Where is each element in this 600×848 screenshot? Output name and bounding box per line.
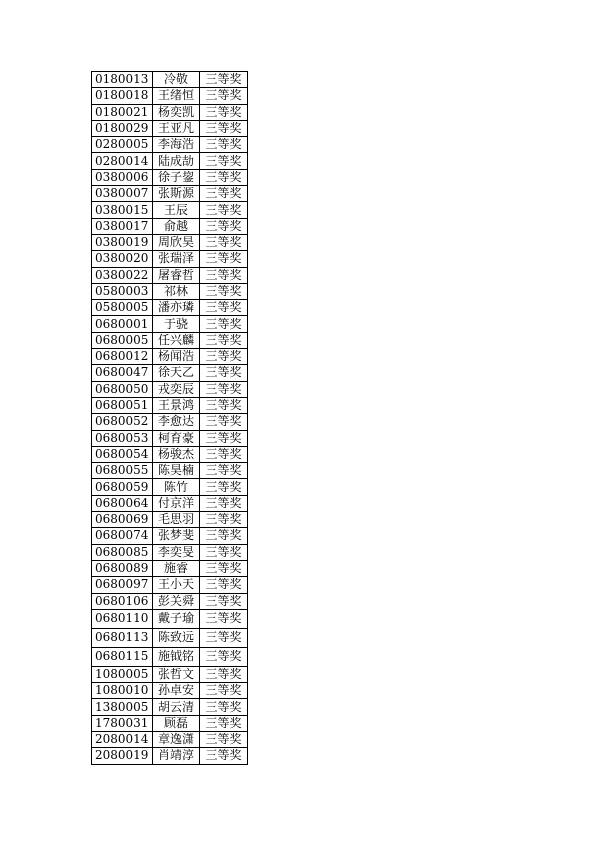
award-level-cell: 三等奖	[200, 72, 248, 88]
award-level-cell: 三等奖	[200, 381, 248, 397]
student-name-cell: 施钺铭	[153, 647, 200, 666]
student-name-cell: 柯育豪	[153, 430, 200, 446]
award-level-cell: 三等奖	[200, 715, 248, 731]
award-level-cell: 三等奖	[200, 397, 248, 413]
award-level-cell: 三等奖	[200, 234, 248, 250]
table-row	[92, 463, 248, 479]
student-name-cell: 祁林	[153, 283, 200, 299]
table-row	[92, 267, 248, 283]
table-row	[92, 647, 248, 666]
award-level-cell: 三等奖	[200, 218, 248, 234]
award-level-cell: 三等奖	[200, 104, 248, 120]
student-id-cell: 0180029	[92, 120, 153, 136]
student-id-cell: 0380020	[92, 251, 153, 267]
student-id-cell: 0580005	[92, 300, 153, 316]
student-id-cell: 1080010	[92, 683, 153, 699]
student-id-cell: 0680047	[92, 365, 153, 381]
award-level-cell: 三等奖	[200, 731, 248, 747]
student-id-cell: 0280005	[92, 137, 153, 153]
award-level-cell: 三等奖	[200, 300, 248, 316]
award-level-cell: 三等奖	[200, 544, 248, 560]
table-row	[92, 300, 248, 316]
award-level-cell: 三等奖	[200, 495, 248, 511]
student-name-cell: 俞越	[153, 218, 200, 234]
student-name-cell: 徐天乙	[153, 365, 200, 381]
student-id-cell: 0680069	[92, 512, 153, 528]
student-name-cell: 陆成劼	[153, 153, 200, 169]
award-table-body	[92, 72, 248, 765]
student-name-cell: 王辰	[153, 202, 200, 218]
award-level-cell: 三等奖	[200, 528, 248, 544]
table-row	[92, 748, 248, 764]
table-row	[92, 683, 248, 699]
table-row	[92, 699, 248, 715]
student-id-cell: 0180018	[92, 88, 153, 104]
student-id-cell: 0180013	[92, 72, 153, 88]
award-level-cell: 三等奖	[200, 463, 248, 479]
student-name-cell: 章逸潇	[153, 731, 200, 747]
student-name-cell: 陈竹	[153, 479, 200, 495]
student-id-cell: 0280014	[92, 153, 153, 169]
table-row	[92, 609, 248, 628]
student-id-cell: 0680064	[92, 495, 153, 511]
student-id-cell: 2080014	[92, 731, 153, 747]
student-id-cell: 0380015	[92, 202, 153, 218]
student-id-cell: 0680097	[92, 577, 153, 593]
student-name-cell: 顾磊	[153, 715, 200, 731]
student-name-cell: 付京洋	[153, 495, 200, 511]
student-name-cell: 李奕旻	[153, 544, 200, 560]
table-row	[92, 560, 248, 576]
student-name-cell: 张瑞泽	[153, 251, 200, 267]
table-row	[92, 283, 248, 299]
student-name-cell: 李海浩	[153, 137, 200, 153]
award-level-cell: 三等奖	[200, 186, 248, 202]
award-level-cell: 三等奖	[200, 479, 248, 495]
award-level-cell: 三等奖	[200, 593, 248, 609]
student-id-cell: 0680055	[92, 463, 153, 479]
student-name-cell: 张斯源	[153, 186, 200, 202]
table-row	[92, 218, 248, 234]
award-level-cell: 三等奖	[200, 430, 248, 446]
student-id-cell: 0680053	[92, 430, 153, 446]
student-id-cell: 1780031	[92, 715, 153, 731]
student-id-cell: 0380022	[92, 267, 153, 283]
student-name-cell: 肖靖淳	[153, 748, 200, 764]
table-row	[92, 577, 248, 593]
student-id-cell: 0680054	[92, 446, 153, 462]
award-level-cell: 三等奖	[200, 88, 248, 104]
table-row	[92, 731, 248, 747]
student-name-cell: 王亚凡	[153, 120, 200, 136]
student-name-cell: 徐子鋆	[153, 169, 200, 185]
student-name-cell: 施睿	[153, 560, 200, 576]
table-row	[92, 593, 248, 609]
student-name-cell: 周欣昊	[153, 234, 200, 250]
student-name-cell: 屠睿哲	[153, 267, 200, 283]
table-row	[92, 528, 248, 544]
award-table	[91, 71, 248, 765]
table-row	[92, 88, 248, 104]
table-row	[92, 544, 248, 560]
award-level-cell: 三等奖	[200, 683, 248, 699]
award-level-cell: 三等奖	[200, 349, 248, 365]
student-id-cell: 0680051	[92, 397, 153, 413]
table-row	[92, 332, 248, 348]
student-name-cell: 孙卓安	[153, 683, 200, 699]
student-id-cell: 0680110	[92, 609, 153, 628]
student-name-cell: 冷敬	[153, 72, 200, 88]
award-level-cell: 三等奖	[200, 137, 248, 153]
student-id-cell: 0680106	[92, 593, 153, 609]
table-row	[92, 495, 248, 511]
award-level-cell: 三等奖	[200, 577, 248, 593]
student-name-cell: 王景鸿	[153, 397, 200, 413]
award-level-cell: 三等奖	[200, 699, 248, 715]
student-id-cell: 1080005	[92, 666, 153, 682]
student-id-cell: 0680085	[92, 544, 153, 560]
student-name-cell: 潘亦璘	[153, 300, 200, 316]
award-level-cell: 三等奖	[200, 414, 248, 430]
student-id-cell: 0680115	[92, 647, 153, 666]
table-row	[92, 72, 248, 88]
table-row	[92, 137, 248, 153]
student-name-cell: 杨奕凯	[153, 104, 200, 120]
student-id-cell: 0680005	[92, 332, 153, 348]
table-row	[92, 153, 248, 169]
table-row	[92, 446, 248, 462]
student-name-cell: 陈昊楠	[153, 463, 200, 479]
student-name-cell: 王绪恒	[153, 88, 200, 104]
student-id-cell: 0680050	[92, 381, 153, 397]
student-id-cell: 0680074	[92, 528, 153, 544]
table-row	[92, 202, 248, 218]
table-row	[92, 365, 248, 381]
award-level-cell: 三等奖	[200, 251, 248, 267]
award-level-cell: 三等奖	[200, 332, 248, 348]
table-row	[92, 234, 248, 250]
award-level-cell: 三等奖	[200, 283, 248, 299]
student-id-cell: 0680059	[92, 479, 153, 495]
student-id-cell: 2080019	[92, 748, 153, 764]
student-id-cell: 0680012	[92, 349, 153, 365]
award-level-cell: 三等奖	[200, 316, 248, 332]
student-name-cell: 任兴麟	[153, 332, 200, 348]
student-id-cell: 0380007	[92, 186, 153, 202]
table-row	[92, 479, 248, 495]
student-id-cell: 0680113	[92, 628, 153, 647]
student-id-cell: 0580003	[92, 283, 153, 299]
student-name-cell: 张哲文	[153, 666, 200, 682]
table-row	[92, 120, 248, 136]
student-name-cell: 于骁	[153, 316, 200, 332]
table-row	[92, 186, 248, 202]
award-level-cell: 三等奖	[200, 609, 248, 628]
student-name-cell: 张梦斐	[153, 528, 200, 544]
student-id-cell: 1380005	[92, 699, 153, 715]
student-name-cell: 毛思羽	[153, 512, 200, 528]
award-level-cell: 三等奖	[200, 560, 248, 576]
table-row	[92, 381, 248, 397]
student-name-cell: 王小天	[153, 577, 200, 593]
award-level-cell: 三等奖	[200, 666, 248, 682]
student-id-cell: 0680089	[92, 560, 153, 576]
table-row	[92, 512, 248, 528]
student-id-cell: 0380017	[92, 218, 153, 234]
table-row	[92, 628, 248, 647]
award-level-cell: 三等奖	[200, 365, 248, 381]
award-level-cell: 三等奖	[200, 512, 248, 528]
table-row	[92, 349, 248, 365]
student-name-cell: 杨闻浩	[153, 349, 200, 365]
table-row	[92, 397, 248, 413]
student-id-cell: 0380006	[92, 169, 153, 185]
student-id-cell: 0380019	[92, 234, 153, 250]
table-row	[92, 251, 248, 267]
student-name-cell: 戴子瑜	[153, 609, 200, 628]
student-id-cell: 0680001	[92, 316, 153, 332]
table-row	[92, 414, 248, 430]
award-level-cell: 三等奖	[200, 202, 248, 218]
award-level-cell: 三等奖	[200, 446, 248, 462]
award-level-cell: 三等奖	[200, 628, 248, 647]
student-name-cell: 胡云清	[153, 699, 200, 715]
award-level-cell: 三等奖	[200, 120, 248, 136]
award-level-cell: 三等奖	[200, 647, 248, 666]
student-id-cell: 0680052	[92, 414, 153, 430]
award-level-cell: 三等奖	[200, 748, 248, 764]
student-name-cell: 李愈达	[153, 414, 200, 430]
student-name-cell: 戎奕辰	[153, 381, 200, 397]
table-row	[92, 169, 248, 185]
award-level-cell: 三等奖	[200, 267, 248, 283]
award-level-cell: 三等奖	[200, 169, 248, 185]
student-id-cell: 0180021	[92, 104, 153, 120]
table-row	[92, 715, 248, 731]
student-name-cell: 杨骏杰	[153, 446, 200, 462]
table-row	[92, 666, 248, 682]
student-name-cell: 彭关舜	[153, 593, 200, 609]
table-row	[92, 430, 248, 446]
table-row	[92, 104, 248, 120]
table-row	[92, 316, 248, 332]
student-name-cell: 陈致远	[153, 628, 200, 647]
award-level-cell: 三等奖	[200, 153, 248, 169]
